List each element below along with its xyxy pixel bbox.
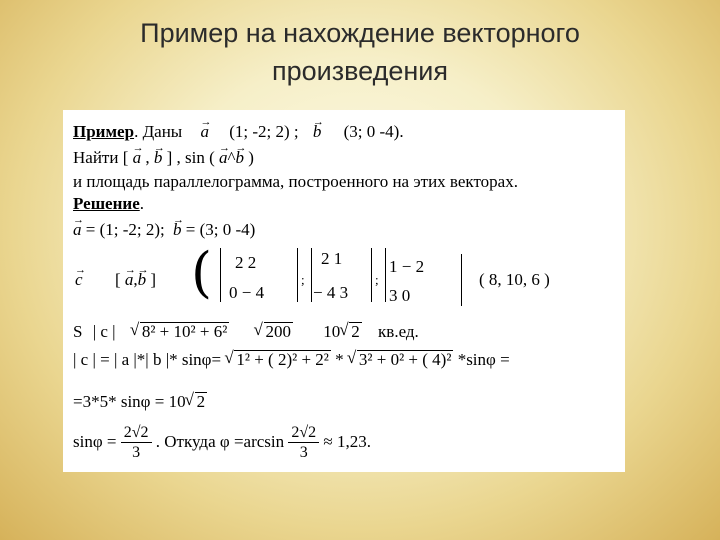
vector-b: → b (236, 148, 245, 168)
separator-2: ; (375, 272, 379, 287)
matrix2-top: 2 1 (321, 249, 343, 268)
hat-operator: ^ (227, 148, 236, 167)
cross-product-result: ( 8, 10, 6 ) (479, 270, 550, 289)
vector-b: → b (173, 220, 182, 240)
area-s: S (73, 322, 83, 341)
matrix2-bar-left (311, 248, 312, 302)
vector-a: → a (200, 122, 209, 142)
radical-2: √ 2 (349, 322, 362, 341)
slide-title (0, 14, 720, 90)
problem-line-2 (73, 148, 254, 168)
norm-tail: *sinφ = (457, 350, 510, 369)
radical-200: √ 200 (264, 322, 294, 341)
matrix3-bottom: 3 0 (389, 286, 411, 305)
problem-line-3: и площадь параллелограмма, построенного на этих векторах. (73, 172, 518, 191)
radical-sum: √ 8² + 10² + 6² (140, 322, 229, 341)
area-row (73, 322, 419, 342)
given-a: = (1; -2; 2); (85, 220, 165, 239)
radical-b: √ 3² + 0² + ( 4)² (357, 350, 454, 369)
final-row (73, 422, 371, 463)
norm-lhs: | c | = | a |*| b |* sinφ= (73, 350, 222, 369)
radical-a: √ 1² + ( 2)² + 2² (234, 350, 331, 369)
content-image (63, 110, 625, 472)
area-coef: 10 (323, 322, 341, 341)
solution-label: Решение (73, 194, 140, 213)
vector-b: → b (313, 122, 322, 142)
b-coords: (3; 0 -4). (343, 122, 404, 141)
matrix3-bar-left (385, 248, 386, 302)
given-prefix: . Даны (134, 122, 183, 141)
find-mid: ] , sin ( (166, 148, 215, 167)
find-end: ) (248, 148, 254, 167)
example-label: Пример (73, 122, 135, 141)
matrix1-bottom: 0 − 4 (229, 283, 265, 302)
norm-star: * (335, 350, 344, 369)
matrix2-bar-right (371, 248, 372, 302)
arcsin-text: . Откуда φ =arcsin (155, 432, 285, 451)
matrix2-bottom: − 4 3 (313, 283, 349, 302)
radical-2: √ 2 (195, 392, 208, 411)
matrix3-bar-right (461, 254, 462, 306)
fraction-2: $\frac{2√2}{3}$ (288, 424, 319, 463)
area-unit: кв.ед. (378, 322, 419, 341)
matrix3-top: 1 − 2 (389, 257, 425, 276)
given-line (73, 220, 255, 240)
left-paren: ( (191, 241, 213, 304)
comma: , (145, 148, 150, 167)
vector-c: → c (75, 270, 83, 290)
vector-a: → a (73, 220, 82, 240)
vector-a: → a (219, 148, 228, 168)
title-line-1: Пример на нахождение векторного (140, 18, 580, 48)
solution-dot: . (139, 194, 144, 213)
fraction-1: $\frac{2√2}{3}$ (121, 424, 152, 463)
find-label: Найти [ (73, 148, 129, 167)
sin-expression: =3*5* sinφ = 10√ 2 (73, 392, 207, 412)
vector-a: → a (133, 148, 142, 168)
c-abs: | c | (92, 322, 116, 341)
given-b: = (3; 0 -4) (185, 220, 256, 239)
vector-b: → b (154, 148, 163, 168)
a-coords: (1; -2; 2) ; (229, 122, 299, 141)
matrix1-bar-left (220, 248, 221, 302)
matrix1-top: 2 2 (235, 253, 257, 272)
approx-value: ≈ 1,23. (323, 432, 371, 451)
separator-1: ; (301, 272, 305, 287)
sin-label: sinφ = (73, 432, 117, 451)
title-line-2: произведения (272, 56, 448, 86)
matrix1-bar-right (297, 248, 298, 302)
cross-product-bracket: [ → a,→ b ] (115, 270, 156, 290)
norm-row (73, 350, 510, 370)
